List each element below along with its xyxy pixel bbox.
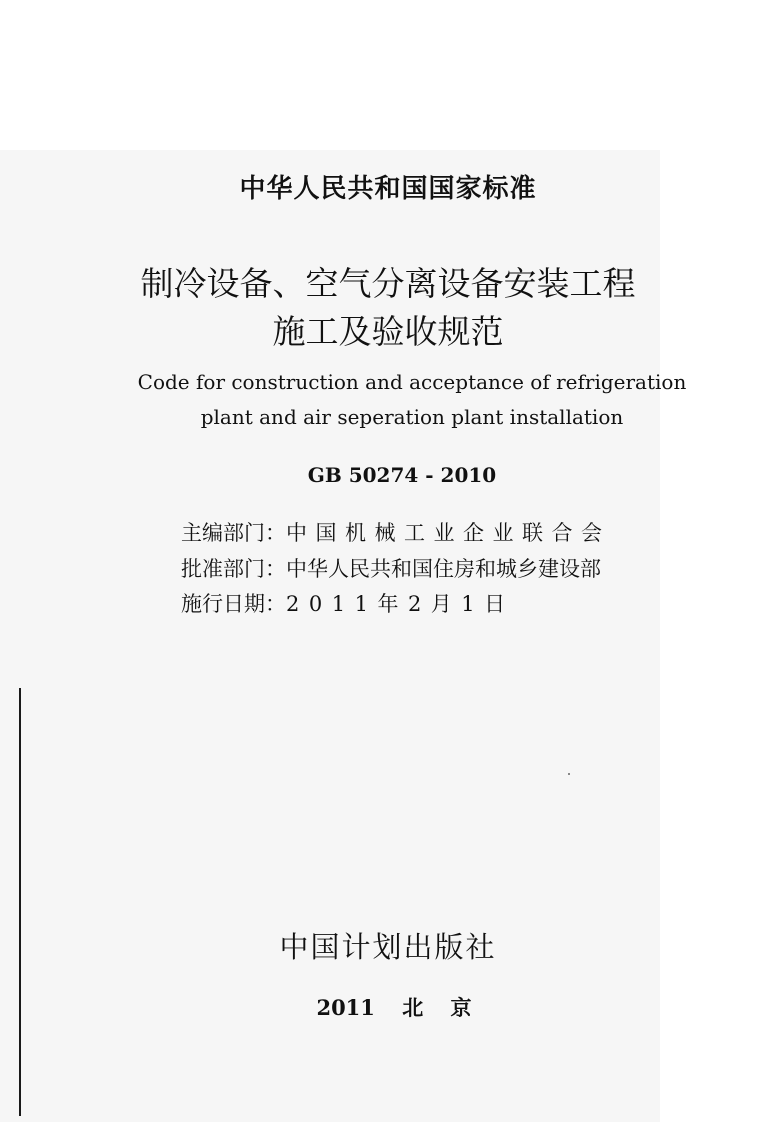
chinese-title-line-1: 制冷设备、空气分离设备安装工程 bbox=[140, 264, 636, 303]
standard-type-heading: 中华人民共和国国家标准 bbox=[239, 174, 537, 204]
publication-year-place: 2011 北 京 bbox=[316, 995, 472, 1020]
editor-department-value: 中国机械工业企业联合会 bbox=[286, 521, 611, 545]
chinese-title-line-2: 施工及验收规范 bbox=[272, 312, 504, 351]
effective-date-value: 2011年2月1日 bbox=[286, 592, 515, 616]
approver-department-row bbox=[181, 553, 601, 583]
approver-department-value: 中华人民共和国住房和城乡建设部 bbox=[286, 557, 601, 581]
publisher-name: 中国计划出版社 bbox=[279, 930, 497, 964]
effective-date-row bbox=[181, 588, 515, 618]
editor-department-label: 主编部门： bbox=[181, 521, 286, 545]
approver-department-label: 批准部门： bbox=[181, 557, 286, 581]
scan-speck bbox=[568, 773, 570, 775]
standard-number: GB 50274 - 2010 bbox=[307, 463, 497, 487]
binding-edge-line bbox=[19, 688, 21, 1116]
english-title-line-2: plant and air seperation plant installation bbox=[200, 405, 624, 429]
editor-department-row bbox=[181, 517, 611, 547]
english-title-line-1: Code for construction and acceptance of refrigeration bbox=[137, 370, 687, 394]
effective-date-label: 施行日期： bbox=[181, 592, 286, 616]
